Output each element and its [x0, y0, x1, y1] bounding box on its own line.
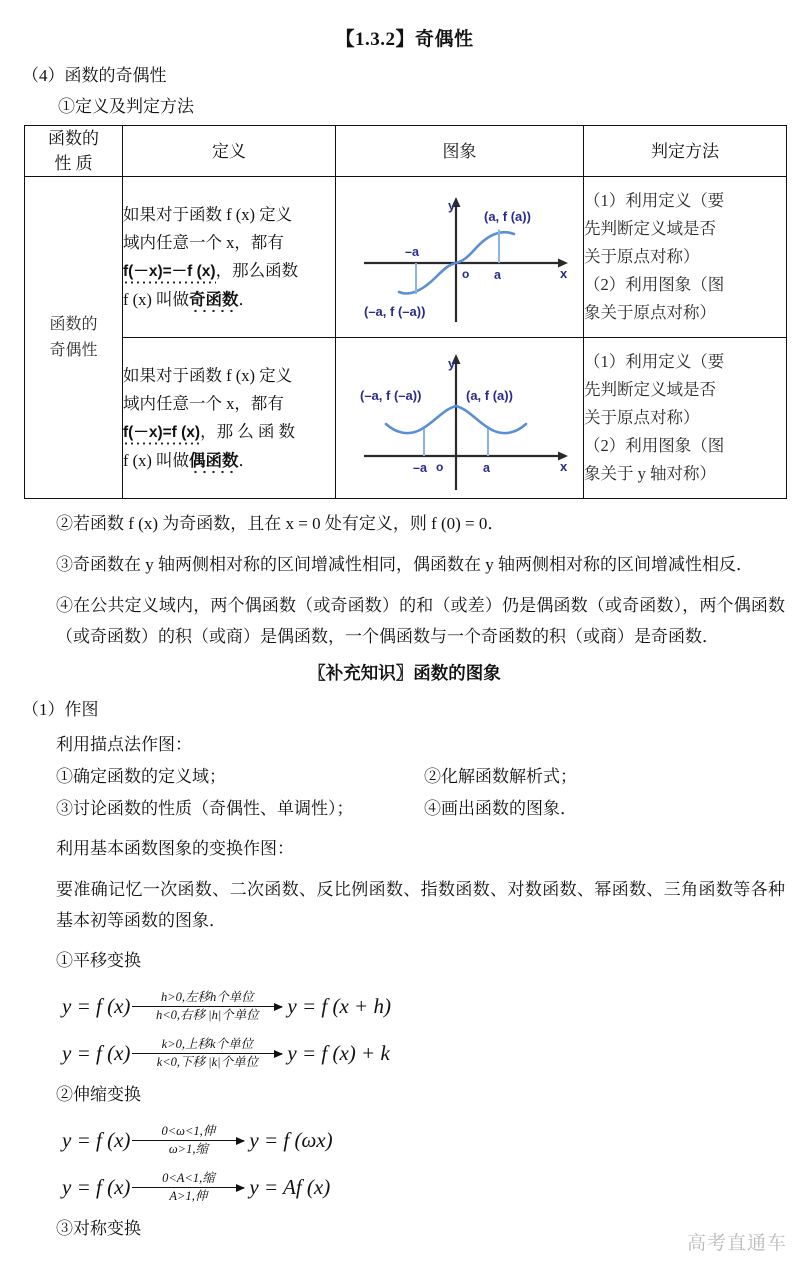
tick-label-neg-a: –a: [405, 245, 419, 259]
method-line: 象关于原点对称）: [584, 303, 716, 322]
table-row: [25, 177, 787, 338]
definition-last-post: ．: [238, 289, 255, 309]
definition-line-text: 域内任意一个 x，都有: [123, 393, 284, 413]
definition-formula-line: [123, 418, 335, 447]
definition-last-line: [123, 286, 335, 314]
definition-formula-line: [123, 257, 335, 286]
plot-method-2: 利用基本函数图象的变换作图：: [56, 839, 294, 858]
even-function-graph: [336, 338, 582, 498]
method-cell-even: [584, 338, 787, 499]
origin-label: o: [436, 460, 444, 474]
table-header-graph: 图象: [336, 126, 584, 177]
tick-label-a: a: [483, 461, 490, 475]
definition-cell-odd: [123, 177, 336, 338]
supplement-part1-heading: （1）作图: [22, 700, 99, 719]
plot-step-2: ②化解函数解析式；: [424, 767, 577, 786]
transform-3-title: ③对称变换: [56, 1219, 141, 1238]
formula-rhs: y = f (x + h): [287, 994, 391, 1018]
method-line: 关于原点对称）: [584, 247, 700, 266]
method-line: （2）利用图象（图: [584, 275, 725, 294]
note-item-3: ③奇函数在 y 轴两侧相对称的区间增减性相同，偶函数在 y 轴两侧相对称的区间增减性相反．: [56, 555, 753, 574]
plot-step-1: ①确定函数的定义域；: [56, 767, 226, 786]
method-line: 先判断定义域是否: [584, 380, 716, 399]
formula-scale-vertical: [62, 1171, 809, 1204]
axis-label-y: y: [448, 356, 456, 371]
transform-arrow: [132, 1171, 244, 1204]
arrow-label-below: A>1,伸: [169, 1189, 208, 1203]
supplement-heading: 〖补充知识〗函数的图象: [308, 663, 501, 683]
note-item-4: ④在公共定义域内，两个偶函数（或奇函数）的和（或差）仍是偶函数（或奇函数），两个偶函数（或奇函数）的积（或商）是偶函数，一个偶函数与一个奇函数的积（或商）是奇函数．: [56, 596, 785, 646]
arrow-label-below: h<0,右移 |h|个单位: [155, 1008, 259, 1022]
method-line: （1）利用定义（要: [584, 191, 725, 210]
table-header-definition: 定义: [123, 126, 336, 177]
transform-arrow: [132, 1124, 244, 1157]
plot-steps-row-1: [56, 762, 809, 792]
definition-cell-even: [123, 338, 336, 499]
formula-lhs: y = f (x): [62, 994, 131, 1018]
transform-arrow: [132, 1037, 282, 1070]
section-sub-heading: ①定义及判定方法: [58, 97, 194, 116]
header-line-1: 函数的: [48, 129, 99, 148]
definition-line: [123, 229, 335, 257]
arrow-label-above: 0<ω<1,伸: [161, 1124, 216, 1138]
tick-label-neg-a: –a: [413, 461, 427, 475]
axis-label-x: x: [560, 266, 568, 281]
origin-label: o: [462, 267, 470, 281]
page-title: 【1.3.2】奇偶性: [335, 29, 474, 50]
plot-step-4: ④画出函数的图象．: [424, 799, 577, 818]
tick-label-a: a: [494, 268, 501, 282]
note-item-2: ②若函数 f (x) 为奇函数，且在 x = 0 处有定义，则 f (0) = 0．: [56, 514, 505, 533]
arrow-line: [132, 1006, 282, 1007]
transform-1-title: ①平移变换: [56, 951, 141, 970]
plot-steps-row-2: [56, 794, 809, 824]
definition-line-text: 域内任意一个 x，都有: [123, 232, 284, 252]
point-label-positive: (a, f (a)): [484, 209, 531, 224]
basic-functions-memo: 要准确记忆一次函数、二次函数、反比例函数、指数函数、对数函数、幂函数、三角函数等各种基本初等函数的图象．: [56, 880, 785, 930]
definition-line: 如果对于函数 f (x) 定义: [123, 365, 293, 385]
definition-line: [123, 390, 335, 418]
merged-label-line-2: 奇偶性: [49, 341, 98, 359]
definition-last-pre: f (x) 叫做: [123, 450, 189, 470]
transform-2-title: ②伸缩变换: [56, 1085, 141, 1104]
odd-function-term: 奇函数: [189, 290, 239, 313]
definition-last-post: ．: [238, 450, 255, 470]
graph-cell-odd: [336, 177, 584, 338]
parity-table: [24, 125, 787, 499]
table-header-method: 判定方法: [584, 126, 787, 177]
formula-rhs: y = f (ωx): [249, 1128, 333, 1152]
definition-last-pre: f (x) 叫做: [123, 289, 189, 309]
formula-lhs: y = f (x): [62, 1041, 131, 1065]
method-line: （1）利用定义（要: [584, 352, 725, 371]
arrow-label-below: k<0,下移 |k|个单位: [156, 1055, 259, 1069]
plot-step-3: ③讨论函数的性质（奇偶性、单调性）；: [56, 799, 354, 818]
point-label-negative: (–a, f (–a)): [360, 388, 422, 403]
arrow-line: [132, 1140, 244, 1141]
arrow-label-below: ω>1,缩: [168, 1142, 208, 1156]
arrow-label-above: k>0,上移k个单位: [161, 1037, 254, 1051]
even-function-formula: f(－x)=f (x): [123, 424, 200, 445]
transform-arrow: [132, 990, 282, 1023]
graph-cell-even: [336, 338, 584, 499]
odd-function-formula: f(－x)=－f (x): [123, 263, 216, 284]
plot-method-1: 利用描点法作图：: [56, 735, 192, 754]
axis-label-y: y: [448, 198, 456, 213]
arrow-line: [132, 1053, 282, 1054]
formula-scale-horizontal: [62, 1124, 809, 1157]
watermark: 高考直通车: [686, 1233, 787, 1254]
header-line-2: 性 质: [54, 154, 93, 173]
document-page: [0, 16, 809, 1275]
method-cell-odd: [584, 177, 787, 338]
definition-tail: ，那么函数: [215, 260, 299, 280]
arrow-label-above: h>0,左移h个单位: [160, 990, 254, 1004]
axis-label-x: x: [560, 459, 568, 474]
formula-translation-vertical: [62, 1037, 809, 1070]
formula-translation-horizontal: [62, 990, 809, 1023]
definition-line: 如果对于函数 f (x) 定义: [123, 204, 293, 224]
table-header-property: [25, 126, 123, 177]
formula-lhs: y = f (x): [62, 1128, 131, 1152]
arrow-line: [132, 1187, 244, 1188]
table-header-row: [25, 126, 787, 177]
method-line: 先判断定义域是否: [584, 219, 716, 238]
arrow-label-above: 0<A<1,缩: [162, 1171, 215, 1185]
formula-rhs: y = Af (x): [249, 1175, 331, 1199]
table-row: [25, 338, 787, 499]
even-function-term: 偶函数: [189, 451, 239, 474]
merged-label-parity: [25, 177, 123, 499]
odd-function-graph: [336, 177, 582, 337]
method-line: （2）利用图象（图: [584, 436, 725, 455]
merged-label-line-1: 函数的: [49, 315, 98, 333]
point-label-positive: (a, f (a)): [466, 388, 513, 403]
definition-last-line: [123, 447, 335, 475]
definition-tail: ，那 么 函 数: [200, 421, 295, 441]
section-heading: （4）函数的奇偶性: [22, 66, 167, 85]
formula-rhs: y = f (x) + k: [287, 1041, 390, 1065]
formula-lhs: y = f (x): [62, 1175, 131, 1199]
method-line: 关于原点对称）: [584, 408, 700, 427]
method-line: 象关于 y 轴对称）: [584, 464, 716, 483]
point-label-negative: (–a, f (–a)): [364, 304, 426, 319]
